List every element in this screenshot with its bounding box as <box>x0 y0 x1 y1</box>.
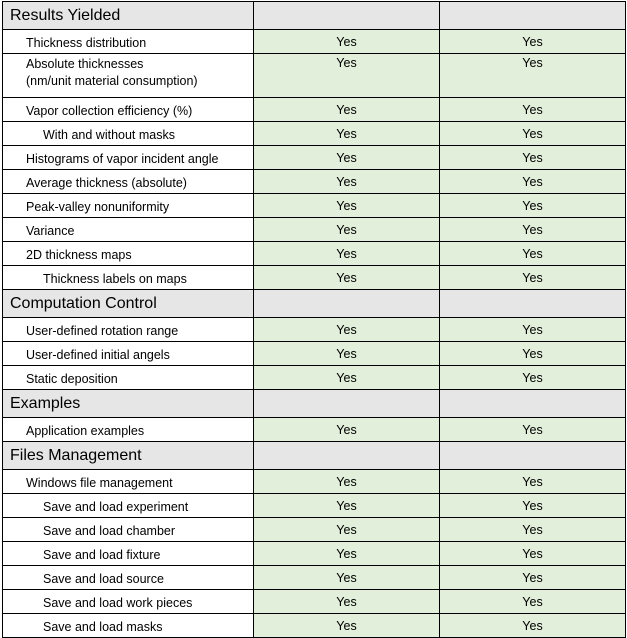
feature-label: Save and load experiment <box>3 494 254 518</box>
value-cell: Yes <box>254 242 440 266</box>
feature-label: Histograms of vapor incident angle <box>3 146 254 170</box>
value-cell: Yes <box>254 218 440 242</box>
feature-label: Save and load source <box>3 566 254 590</box>
table-row <box>3 170 626 194</box>
value-cell: Yes <box>440 122 626 146</box>
value-cell: Yes <box>254 30 440 54</box>
table-row <box>3 518 626 542</box>
feature-label: Absolute thicknesses (nm/unit material consumption) <box>3 54 254 98</box>
value-cell: Yes <box>254 98 440 122</box>
feature-label: Average thickness (absolute) <box>3 170 254 194</box>
feature-label: With and without masks <box>3 122 254 146</box>
table-body <box>3 2 626 638</box>
feature-label: User-defined initial angels <box>3 342 254 366</box>
feature-label: Thickness distribution <box>3 30 254 54</box>
table-row <box>3 542 626 566</box>
value-cell: Yes <box>440 518 626 542</box>
value-cell: Yes <box>440 542 626 566</box>
feature-label: Static deposition <box>3 366 254 390</box>
value-cell: Yes <box>254 54 440 98</box>
value-cell: Yes <box>440 318 626 342</box>
table-row <box>3 98 626 122</box>
value-cell: Yes <box>440 494 626 518</box>
value-cell: Yes <box>440 366 626 390</box>
section-header-cell <box>254 390 440 418</box>
section-title: Computation Control <box>3 290 254 318</box>
value-cell: Yes <box>254 266 440 290</box>
section-header-row <box>3 2 626 30</box>
value-cell: Yes <box>254 494 440 518</box>
feature-comparison-table <box>2 1 626 638</box>
value-cell: Yes <box>254 566 440 590</box>
feature-label: Save and load fixture <box>3 542 254 566</box>
value-cell: Yes <box>254 342 440 366</box>
feature-label: Save and load work pieces <box>3 590 254 614</box>
table-row <box>3 366 626 390</box>
value-cell: Yes <box>440 470 626 494</box>
table-row <box>3 266 626 290</box>
table-row <box>3 590 626 614</box>
value-cell: Yes <box>254 122 440 146</box>
section-header-row <box>3 390 626 418</box>
value-cell: Yes <box>440 98 626 122</box>
section-header-cell <box>440 290 626 318</box>
table-row <box>3 218 626 242</box>
table-row <box>3 342 626 366</box>
table-row <box>3 242 626 266</box>
section-header-cell <box>254 2 440 30</box>
value-cell: Yes <box>440 418 626 442</box>
section-header-cell <box>440 442 626 470</box>
table-row <box>3 146 626 170</box>
value-cell: Yes <box>440 242 626 266</box>
section-header-cell <box>440 390 626 418</box>
value-cell: Yes <box>440 170 626 194</box>
table-row <box>3 54 626 98</box>
value-cell: Yes <box>254 146 440 170</box>
table-row <box>3 614 626 638</box>
value-cell: Yes <box>440 54 626 98</box>
value-cell: Yes <box>440 614 626 638</box>
table-row <box>3 418 626 442</box>
value-cell: Yes <box>254 366 440 390</box>
value-cell: Yes <box>440 146 626 170</box>
value-cell: Yes <box>440 30 626 54</box>
value-cell: Yes <box>254 614 440 638</box>
feature-label: Variance <box>3 218 254 242</box>
table-row <box>3 30 626 54</box>
feature-label: Vapor collection efficiency (%) <box>3 98 254 122</box>
section-title: Results Yielded <box>3 2 254 30</box>
feature-label: Application examples <box>3 418 254 442</box>
section-header-cell <box>254 442 440 470</box>
value-cell: Yes <box>254 590 440 614</box>
section-header-cell <box>440 2 626 30</box>
table-row <box>3 318 626 342</box>
feature-label: Peak-valley nonuniformity <box>3 194 254 218</box>
value-cell: Yes <box>254 418 440 442</box>
value-cell: Yes <box>254 518 440 542</box>
value-cell: Yes <box>254 170 440 194</box>
value-cell: Yes <box>254 194 440 218</box>
table-row <box>3 470 626 494</box>
table-row <box>3 494 626 518</box>
value-cell: Yes <box>440 566 626 590</box>
value-cell: Yes <box>254 318 440 342</box>
table-row <box>3 566 626 590</box>
section-header-cell <box>254 290 440 318</box>
section-header-row <box>3 290 626 318</box>
feature-label: Windows file management <box>3 470 254 494</box>
value-cell: Yes <box>254 470 440 494</box>
value-cell: Yes <box>440 194 626 218</box>
value-cell: Yes <box>440 218 626 242</box>
feature-label: Save and load masks <box>3 614 254 638</box>
value-cell: Yes <box>440 590 626 614</box>
section-title: Examples <box>3 390 254 418</box>
table-row <box>3 194 626 218</box>
table-row <box>3 122 626 146</box>
section-title: Files Management <box>3 442 254 470</box>
feature-label: Thickness labels on maps <box>3 266 254 290</box>
feature-label: User-defined rotation range <box>3 318 254 342</box>
value-cell: Yes <box>254 542 440 566</box>
feature-label: 2D thickness maps <box>3 242 254 266</box>
section-header-row <box>3 442 626 470</box>
value-cell: Yes <box>440 342 626 366</box>
value-cell: Yes <box>440 266 626 290</box>
feature-label: Save and load chamber <box>3 518 254 542</box>
